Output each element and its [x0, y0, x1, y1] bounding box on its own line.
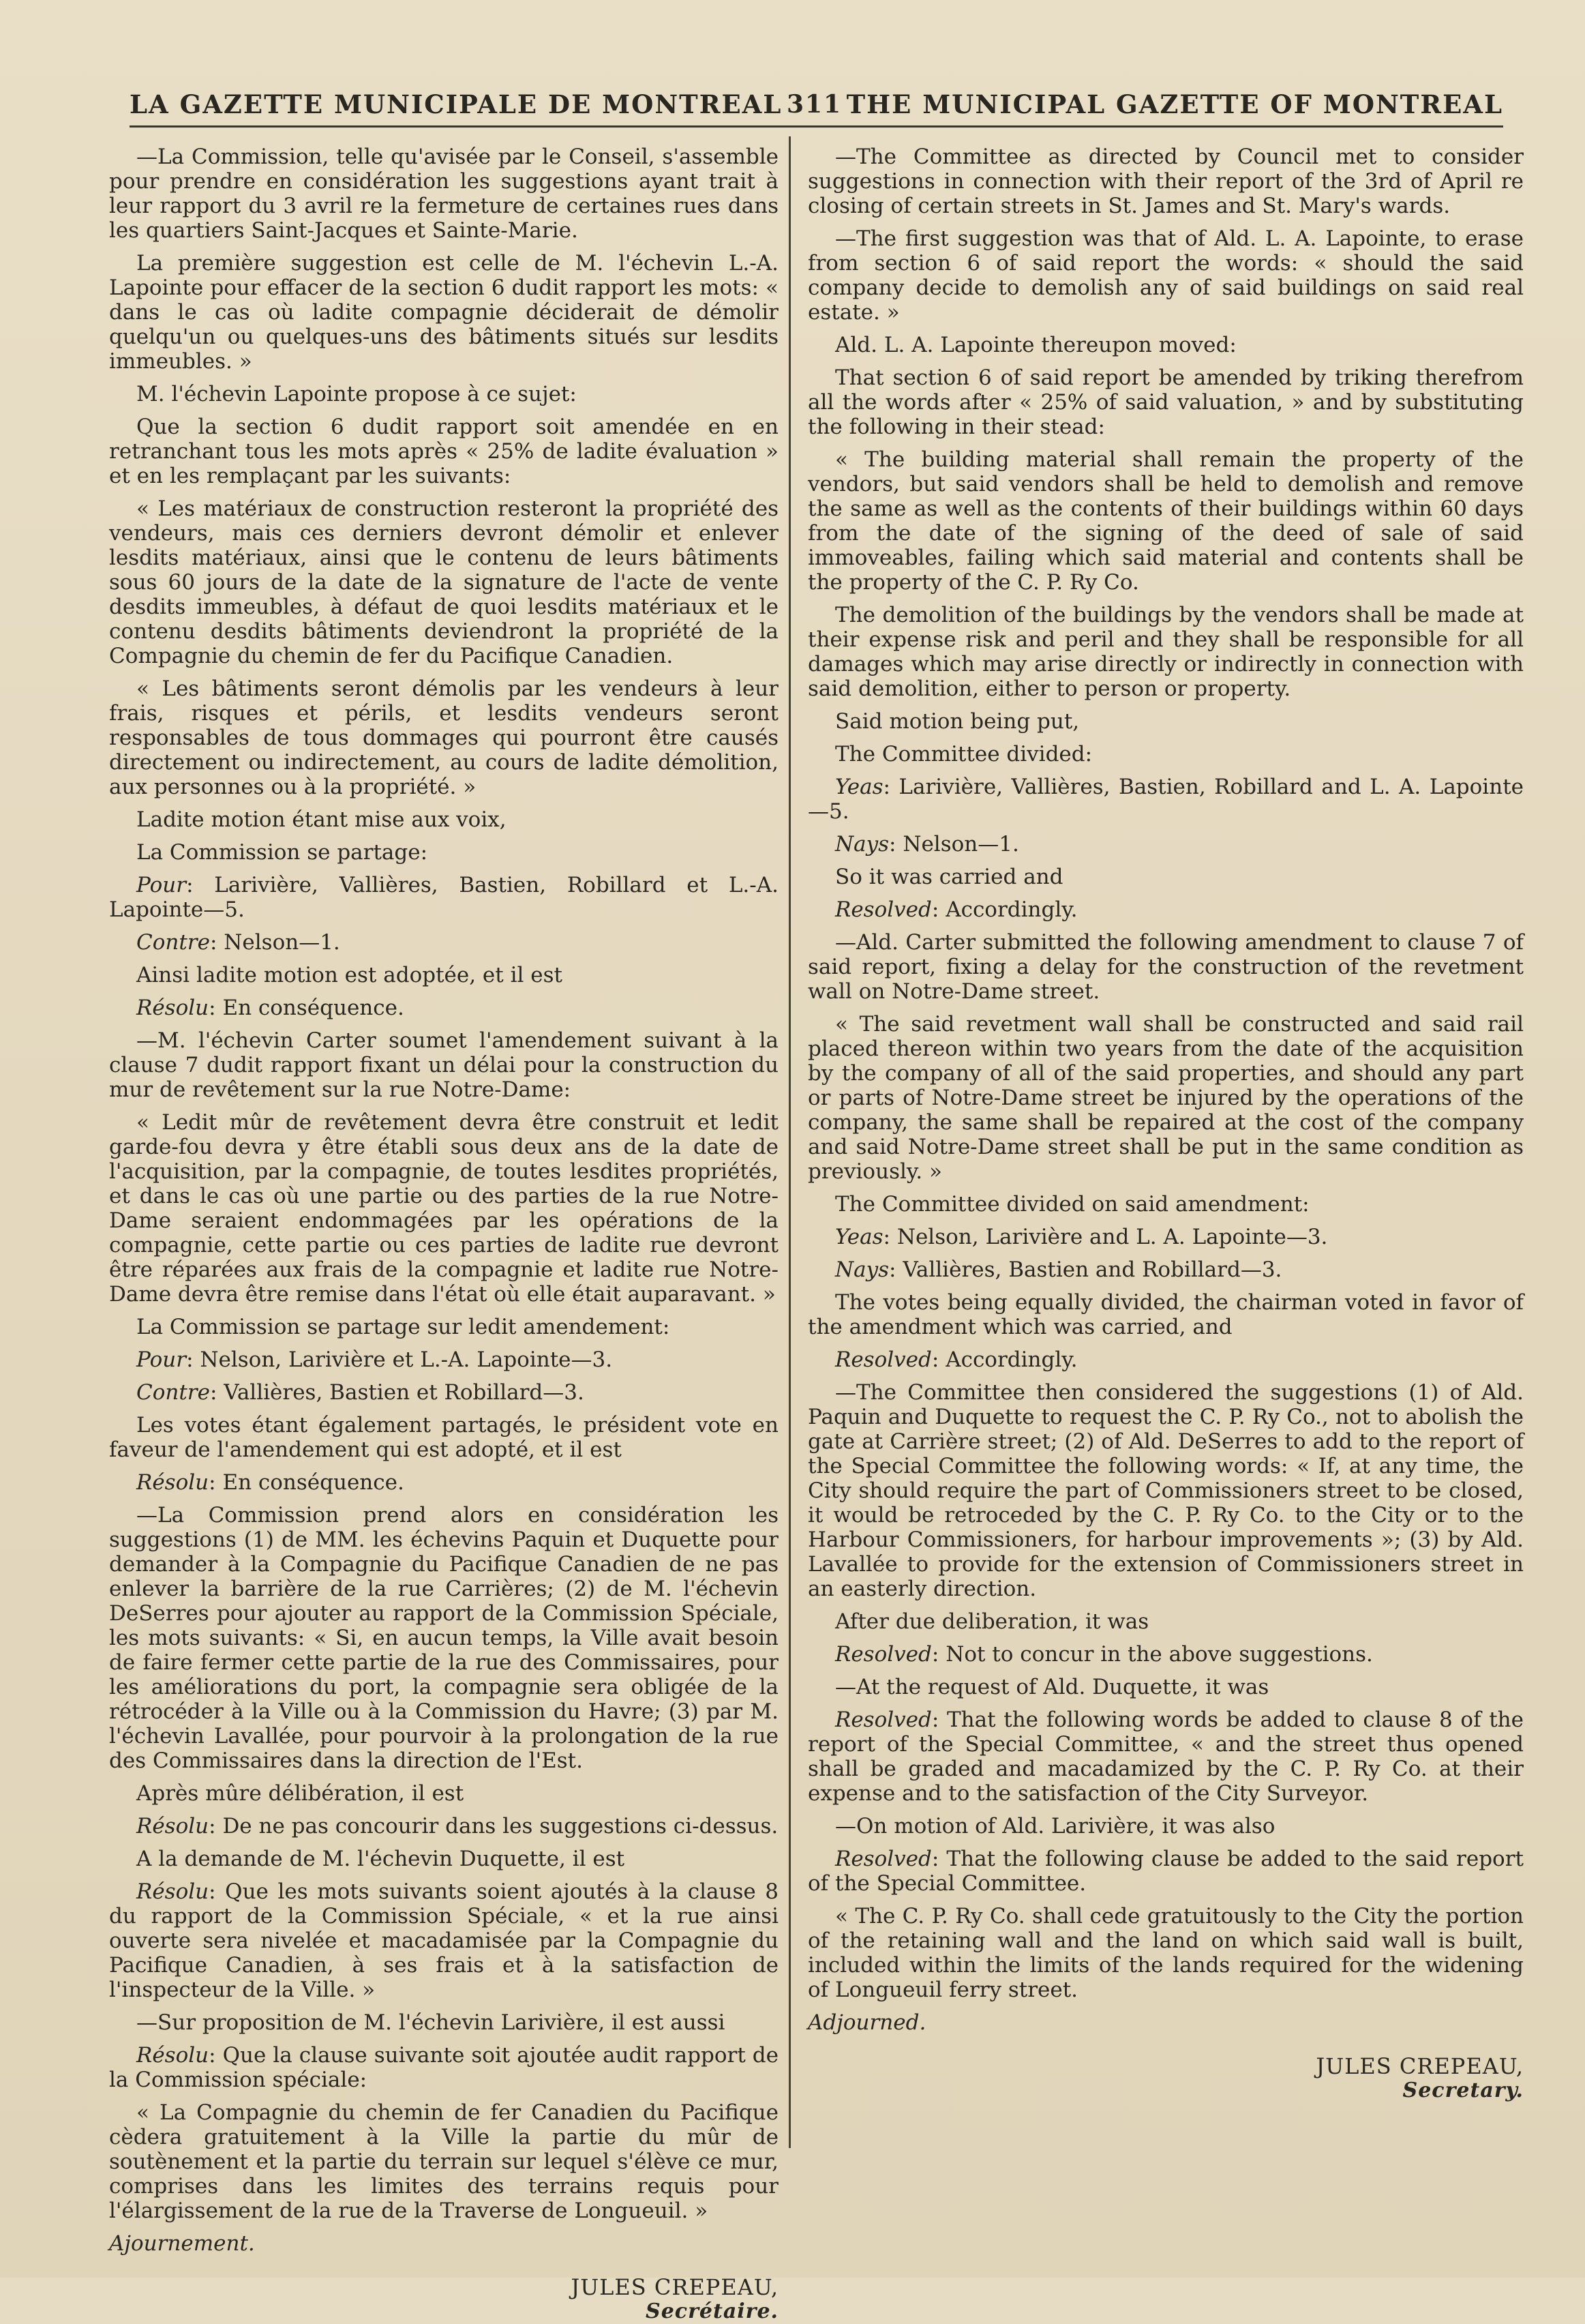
resolution-label: Resolved: [835, 897, 932, 922]
vote-line: [808, 1225, 1524, 1249]
header-french-title: LA GAZETTE MUNICIPALE DE MONTREAL: [130, 89, 783, 119]
paragraph: A la demande de M. l'échevin Duquette, il est: [136, 1847, 625, 1871]
paragraph: « Les matériaux de construction resteront la propriété des vendeurs, mais ces derniers devront démolir et enlever lesdits matériaux, ainsi que le contenu de leurs bâtiments sous 60 jours de la date de la signature de l'acte de vente desdits immeubles, à défaut de quoi lesdits matériaux et le contenu desdits bâtiments deviendront la propriété de la Compagnie du chemin de fer du Pacifique Canadien.: [109, 496, 779, 668]
paragraph: Ald. L. A. Lapointe thereupon moved:: [835, 333, 1237, 357]
resolution-line: [109, 1470, 779, 1495]
resolution-text: : That the following clause be added to the said report of the Special Committee.: [808, 1847, 1524, 1896]
vote-line: [808, 1257, 1524, 1282]
vote-label: Pour: [136, 873, 187, 897]
resolution-line: [808, 1708, 1524, 1806]
paragraph: M. l'échevin Lapointe propose à ce sujet:: [136, 382, 577, 406]
resolution-label: Résolu: [136, 2043, 209, 2068]
paragraph: La première suggestion est celle de M. l'échevin L.-A. Lapointe pour effacer de la section 6 dudit rapport les mots: « dans le cas où ladite compagnie déciderait de démolir quelqu'un ou quelques-uns des bâtiments situés sur lesdits immeubles. »: [109, 251, 779, 374]
paragraph: —At the request of Ald. Duquette, it was: [835, 1675, 1269, 1699]
signature-block: [808, 2054, 1524, 2103]
vote-line: [109, 873, 779, 922]
resolution-text: : En conséquence.: [209, 1470, 404, 1495]
paragraph: After due deliberation, it was: [835, 1609, 1149, 1634]
vote-label: Pour: [136, 1347, 187, 1372]
vote-label: Nays: [835, 1257, 890, 1282]
header-english-title: THE MUNICIPAL GAZETTE OF MONTREAL: [846, 89, 1503, 119]
paragraph: La Commission se partage sur ledit amendement:: [136, 1315, 670, 1339]
resolution-line: [808, 1347, 1524, 1372]
vote-text: : Nelson—1.: [209, 930, 340, 955]
paragraph: —La Commission prend alors en considération les suggestions (1) de MM. les échevins Paquin et Duquette pour demander à la Compagnie du Pacifique Canadien de ne pas enlever la barrière de la rue Carrières; (2) de M. l'échevin DeSerres pour ajouter au rapport de la Commission Spéciale, les mots suivants: « Si, en aucun temps, la Ville avait besoin de faire fermer cette partie de la rue des Commissaires, pour les améliorations du port, la compagnie sera obligée de la rétrocéder à la Ville ou à la Commission du Havre; (3) par M. l'échevin Lavallée, pour pourvoir à la prolongation de la rue des Commissaires dans la direction de l'Est.: [109, 1503, 779, 1773]
vote-line: [109, 1347, 779, 1372]
resolution-line: [808, 1847, 1524, 1896]
resolution-label: Résolu: [136, 1814, 209, 1838]
resolution-line: [109, 1879, 779, 2002]
paragraph: The Committee divided on said amendment:: [835, 1192, 1310, 1217]
vote-label: Nays: [835, 832, 890, 856]
paragraph: Après mûre délibération, il est: [136, 1781, 464, 1806]
paragraph: Ladite motion étant mise aux voix,: [136, 807, 507, 832]
resolution-line: [109, 2043, 779, 2092]
paragraph: Ainsi ladite motion est adoptée, et il est: [136, 963, 562, 987]
paragraph: —The Committee as directed by Council met to consider suggestions in connection with their report of the 3rd of April re closing of certain streets in St. James and St. Mary's wards.: [808, 145, 1524, 218]
signature-title: Secrétaire.: [646, 2299, 779, 2323]
resolution-line: [808, 1642, 1524, 1667]
paragraph: —The first suggestion was that of Ald. L. A. Lapointe, to erase from section 6 of said report the words: « should the said company decide to demolish any of said buildings on said real estate. »: [808, 226, 1524, 325]
resolution-line: [808, 897, 1524, 922]
paragraph: « The building material shall remain the property of the vendors, but said vendors shall be held to demolish and remove the same as well as the contents of their buildings within 60 days from the date of the signing of the deed of sale of said immoveables, failing which said material and contents shall be the property of the C. P. Ry Co.: [808, 447, 1524, 595]
vote-text: : Nelson, Larivière et L.-A. Lapointe—3.: [186, 1347, 613, 1372]
paragraph: La Commission se partage:: [136, 840, 428, 865]
resolution-text: : De ne pas concourir dans les suggestions ci-dessus.: [209, 1814, 779, 1838]
vote-line: [109, 1380, 779, 1405]
vote-text: : Vallières, Bastien et Robillard—3.: [209, 1380, 584, 1405]
vote-text: : Vallières, Bastien and Robillard—3.: [889, 1257, 1282, 1282]
paragraph: —Ald. Carter submitted the following amendment to clause 7 of said report, fixing a delay for the construction of the revetment wall on Notre-Dame street.: [808, 930, 1524, 1004]
adjournment: Adjourned.: [808, 2010, 926, 2035]
paragraph: « La Compagnie du chemin de fer Canadien du Pacifique cèdera gratuitement à la Ville la partie du mûr de soutènement et la partie du terrain sur lequel s'élève ce mur, comprises dans les limites des terrains requis pour l'élargissement de la rue de la Traverse de Longueuil. »: [109, 2100, 779, 2223]
english-column: [808, 145, 1524, 2103]
vote-text: : Larivière, Vallières, Bastien, Robillard and L. A. Lapointe—5.: [808, 775, 1524, 824]
vote-text: : Nelson, Larivière and L. A. Lapointe—3.: [883, 1225, 1328, 1249]
paragraph: —M. l'échevin Carter soumet l'amendement suivant à la clause 7 dudit rapport fixant un délai pour la construction du mur de revêtement sur la rue Notre-Dame:: [109, 1028, 779, 1102]
signature-name: JULES CREPEAU,: [571, 2274, 779, 2300]
paragraph: —On motion of Ald. Larivière, it was also: [835, 1814, 1275, 1838]
paragraph: Que la section 6 dudit rapport soit amendée en en retranchant tous les mots après « 25% de ladite évaluation » et en les remplaçant par les suivants:: [109, 415, 779, 488]
paragraph: So it was carried and: [835, 865, 1063, 889]
resolution-line: [109, 996, 779, 1020]
signature-title: Secretary.: [1402, 2079, 1524, 2102]
paragraph: Les votes étant également partagés, le président vote en faveur de l'amendement qui est adopté, et il est: [109, 1413, 779, 1462]
resolution-label: Résolu: [136, 1470, 209, 1495]
resolution-text: : Accordingly.: [931, 897, 1078, 922]
header-rule: [130, 125, 1503, 128]
paragraph: That section 6 of said report be amended by triking therefrom all the words after « 25% of said valuation, » and by substituting the following in their stead:: [808, 366, 1524, 439]
resolution-text: : Accordingly.: [931, 1347, 1078, 1372]
paragraph: The demolition of the buildings by the vendors shall be made at their expense risk and peril and they shall be responsible for all damages which may arise directly or indirectly in connection with said demolition, either to person or property.: [808, 603, 1524, 701]
resolution-text: : Not to concur in the above suggestions.: [931, 1642, 1373, 1667]
paragraph: « Les bâtiments seront démolis par les vendeurs à leur frais, risques et périls, et lesdits vendeurs seront responsables de tous dommages qui pourront être causés directement ou indirectement, au cours de ladite démolition, aux personnes ou à la propriété. »: [109, 676, 779, 799]
resolution-label: Resolved: [835, 1847, 932, 1871]
resolution-text: : En conséquence.: [209, 996, 404, 1020]
resolution-label: Resolved: [835, 1347, 932, 1372]
paragraph: The Committee divided:: [835, 742, 1093, 766]
vote-line: [109, 930, 779, 955]
paragraph: « The C. P. Ry Co. shall cede gratuitously to the City the portion of the retaining wall and the land on which said wall is built, included within the limits of the lands required for the widening of Longueuil ferry street.: [808, 1904, 1524, 2002]
resolution-line: [109, 1814, 779, 1838]
resolution-label: Resolved: [835, 1642, 932, 1667]
resolution-text: : That the following words be added to clause 8 of the report of the Special Committee, « and the street thus opened shall be graded and macadamized by the C. P. Ry Co. at their expense and to the satisfaction of the City Surveyor.: [808, 1708, 1524, 1806]
resolution-label: Resolved: [835, 1708, 932, 1732]
vote-text: : Larivière, Vallières, Bastien, Robillard et L.-A. Lapointe—5.: [109, 873, 779, 922]
resolution-text: : Que les mots suivants soient ajoutés à la clause 8 du rapport de la Commission Spéciale, « et la rue ainsi ouverte sera nivelée et macadamisée par la Compagnie du Pacifique Canadien, à ses frais et à la satisfaction de l'inspecteur de la Ville. »: [109, 1879, 779, 2002]
paragraph: —La Commission, telle qu'avisée par le Conseil, s'assemble pour prendre en considération les suggestions ayant trait à leur rapport du 3 avril re la fermeture de certaines rues dans les quartiers Saint-Jacques et Sainte-Marie.: [109, 145, 779, 243]
vote-text: : Nelson—1.: [889, 832, 1019, 856]
paragraph: « Ledit mûr de revêtement devra être construit et ledit garde-fou devra y être établi sous deux ans de la date de l'acquisition, par la compagnie, de toutes lesdites propriétés, et dans le cas où une partie ou des parties de la rue Notre-Dame seraient endommagées par les opérations de la compagnie, cette partie ou ces parties de ladite rue devront être réparées aux frais de la compagnie et ladite rue Notre-Dame devra être remise dans l'état où elle était auparavant. »: [109, 1110, 779, 1307]
paragraph: Said motion being put,: [835, 709, 1080, 734]
adjournment: Ajournement.: [109, 2231, 255, 2256]
vote-label: Yeas: [835, 1225, 884, 1249]
paragraph: The votes being equally divided, the chairman voted in favor of the amendment which was carried, and: [808, 1290, 1524, 1339]
page-header: [130, 80, 1503, 128]
vote-line: [808, 832, 1524, 856]
vote-label: Contre: [136, 930, 210, 955]
column-divider: [789, 136, 791, 2148]
french-column: [109, 145, 779, 2324]
signature-block: [109, 2275, 779, 2324]
paragraph: —The Committee then considered the suggestions (1) of Ald. Paquin and Duquette to request the C. P. Ry Co., not to abolish the gate at Carrière street; (2) of Ald. DeSerres to add to the report of the Special Committee the following words: « If, at any time, the City should require the part of Commissioners street to be closed, it would be retroceded by the C. P. Ry Co. to the City or to the Harbour Commissioners, for harbour improvements »; (3) by Ald. Lavallée to provide for the extension of Commissioners street in an easterly direction.: [808, 1380, 1524, 1601]
vote-label: Yeas: [835, 775, 884, 799]
paragraph: —Sur proposition de M. l'échevin Larivière, il est aussi: [136, 2010, 725, 2035]
vote-line: [808, 775, 1524, 824]
resolution-text: : Que la clause suivante soit ajoutée audit rapport de la Commission spéciale:: [109, 2043, 779, 2092]
paragraph: « The said revetment wall shall be constructed and said rail placed thereon within two years from the date of the acquisition by the company of all of the said properties, and should any part or parts of Notre-Dame street be injured by the operations of the company, the same shall be repaired at the cost of the company and said Notre-Dame street shall be put in the same condition as previously. »: [808, 1012, 1524, 1184]
page-number: 311: [786, 90, 843, 119]
vote-label: Contre: [136, 1380, 210, 1405]
signature-name: JULES CREPEAU,: [1316, 2053, 1524, 2079]
resolution-label: Résolu: [136, 1879, 209, 1904]
resolution-label: Résolu: [136, 996, 209, 1020]
